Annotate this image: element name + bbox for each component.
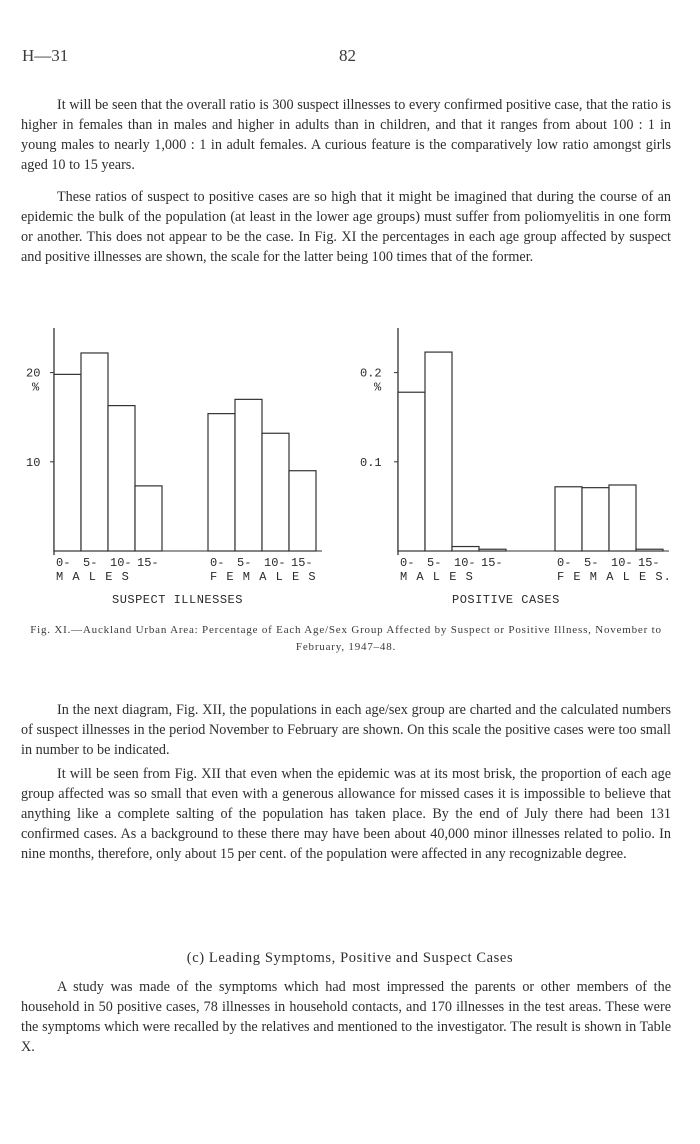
paragraph-1: It will be seen that the overall ratio is 300 suspect illnesses to every confirmed positive case, that the ratio is higher in females than in males and higher in adults than in children, and that it ranges from about 100 : 1 in young males to nearly 1,000 : 1 in adult females. A curious feature is the comparatively low ratio amongst girls aged 10 to 15 years.	[21, 97, 671, 173]
chart0-bar	[208, 414, 235, 551]
chart0-category-label: 5-	[83, 556, 98, 570]
chart1-category-label: 15-	[481, 556, 503, 570]
chart0-bar	[262, 433, 289, 551]
chart1-category-label: 15-	[638, 556, 660, 570]
chart0-group-label: M A L E S	[56, 570, 130, 584]
chart1-bar	[479, 549, 506, 551]
chart1-bar	[425, 352, 452, 551]
chart0-category-label: 15-	[137, 556, 159, 570]
chart1-title: POSITIVE CASES	[452, 593, 560, 607]
chart0-bar	[81, 353, 108, 551]
chart0-bar	[135, 486, 162, 551]
chart0-bar	[289, 471, 316, 551]
chart1-ytick-label: 0.1	[360, 455, 382, 470]
chart0-bar	[54, 374, 81, 551]
paragraph-2: These ratios of suspect to positive cases are so high that it might be imagined that during the course of an epidemic the bulk of the population (at least in the lower age groups) must suffer from poliomyelitis in one form or another. This does not appear to be the case. In Fig. XI the percentages in each age group affected by suspect and positive illnesses are shown, the scale for the latter being 100 times that of the former.	[21, 189, 671, 265]
chart1-category-label: 5-	[427, 556, 442, 570]
chart0-category-label: 0-	[56, 556, 71, 570]
chart1-ytick-label: 0.2	[360, 366, 382, 381]
chart0-bar	[108, 406, 135, 551]
chart0-ylabel: %	[32, 380, 40, 395]
paragraph-3: In the next diagram, Fig. XII, the populations in each age/sex group are charted and the calculated numbers of suspect illnesses in the period November to February are shown. On this scale the positive cases were too small in number to be indicated.	[21, 702, 671, 758]
chart1-category-label: 5-	[584, 556, 599, 570]
chart0-category-label: 0-	[210, 556, 225, 570]
chart0-category-label: 10-	[110, 556, 132, 570]
section-heading: (c) Leading Symptoms, Positive and Suspect Cases	[186, 950, 514, 966]
figure-xi-svg	[0, 320, 700, 610]
chart0-title: SUSPECT ILLNESSES	[112, 593, 243, 607]
chart1-bar	[452, 547, 479, 551]
chart1-category-label: 0-	[400, 556, 415, 570]
chart1-bar	[555, 487, 582, 551]
chart1-category-label: 10-	[611, 556, 633, 570]
running-head: H—31	[22, 46, 69, 65]
page-number: 82	[339, 46, 356, 65]
figure-xi	[0, 320, 700, 610]
chart0-category-label: 15-	[291, 556, 313, 570]
chart1-bar	[582, 488, 609, 551]
chart1-category-label: 0-	[557, 556, 572, 570]
chart1-bar	[609, 485, 636, 551]
chart1-category-label: 10-	[454, 556, 476, 570]
chart0-category-label: 5-	[237, 556, 252, 570]
chart1-bar	[398, 392, 425, 551]
chart1-ylabel: %	[374, 380, 382, 395]
chart1-bar	[636, 549, 663, 551]
figure-caption-text: Fig. XI.—Auckland Urban Area: Percentage of Each Age/Sex Group Affected by Suspect or Positive Illness, November to February, 1947–48.	[30, 624, 662, 653]
paragraph-5: A study was made of the symptoms which had most impressed the parents or other members of the household in 50 positive cases, 78 illnesses in household contacts, and 170 illnesses in the test areas. These were the symptoms which were recalled by the relatives and mentioned to the investigator. The result is shown in Table X.	[21, 979, 671, 1055]
chart0-category-label: 10-	[264, 556, 286, 570]
chart0-group-label: F E M A L E S	[210, 570, 317, 584]
chart0-ytick-label: 10	[26, 455, 41, 470]
chart1-group-label: F E M A L E S.	[557, 570, 672, 584]
chart0-bar	[235, 399, 262, 551]
figure-caption	[20, 622, 672, 656]
paragraph-4: It will be seen from Fig. XII that even when the epidemic was at its most brisk, the proportion of each age group affected was so small that even with a generous allowance for missed cases it is impossible to believe that anything like a complete salting of the population has taken place. By the end of July there had been 131 confirmed cases. As a background to these there may have been about 40,000 minor illnesses related to polio. In nine months, therefore, only about 15 per cent. of the population were affected in any recognizable degree.	[21, 766, 671, 862]
chart0-ytick-label: 20	[26, 366, 41, 381]
chart1-group-label: M A L E S	[400, 570, 474, 584]
